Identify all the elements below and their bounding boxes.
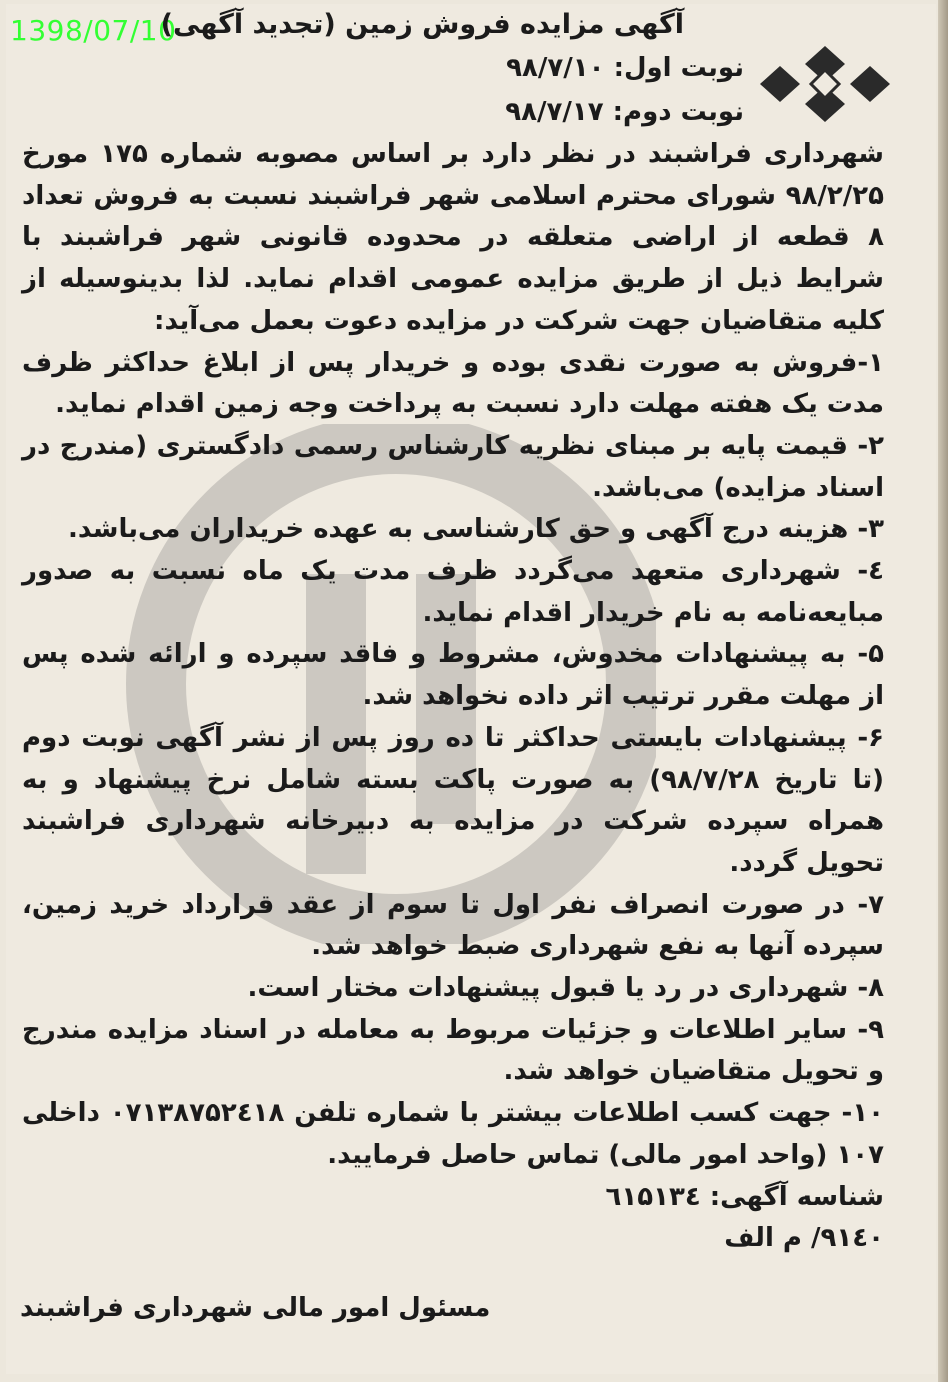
page-edge [938,0,948,1382]
ad-identifier: شناسه آگهی: ٦۱۵۱۳٤ [605,1181,884,1212]
condition-item-1: ۱-فروش به صورت نقدی بوده و خریدار پس از ابلاغ حداکثر ظرف مدت یک هفته مهلت دارد نسبت به پرداخت وجه زمین اقدام نماید. [22,347,884,420]
signature-line: مسئول امور مالی شهرداری فراشبند [20,1293,491,1323]
condition-item-5: ۵- به پیشنهادات مخدوش، مشروط و فاقد سپرده و ارائه شده پس از مهلت مقرر ترتیب اثر داده نخواهد شد. [22,639,884,712]
date-stamp: 1398/07/10 [10,14,177,47]
reference-number: ۹۱٤۰/ م الف [724,1223,884,1254]
condition-item-6: ۶- پیشنهادات بایستی حداکثر تا ده روز پس از نشر آگهی نوبت دوم (تا تاریخ ۹۸/۷/۲۸) به صورت پاکت بسته شامل نرخ پیشنهاد و به همراه سپرده شرکت در مزایده به دبیرخانه شهرداری فراشبند تحویل گردد. [22,722,884,878]
second-turn-date: نوبت دوم: ۹۸/۷/۱۷ [505,97,744,127]
intro-paragraph: شهرداری فراشبند در نظر دارد بر اساس مصوبه شماره ۱۷۵ مورخ ۹۸/۲/۲۵ شورای محترم اسلامی شهر فراشبند نسبت به فروش تعداد ۸ قطعه از اراضی متعلقه در محدوده قانونی شهر فراشبند با شرایط ذیل از طریق مزایده عمومی اقدام نماید. لذا بدینوسیله از کلیه متقاضیان جهت شرکت در مزایده دعوت بعمل می‌آید: [22,139,885,336]
condition-item-4: ٤- شهرداری متعهد می‌گردد ظرف مدت یک ماه نسبت به صدور مبایعه‌نامه به نام خریدار اقدام نماید. [22,556,884,628]
condition-item-3: ۳- هزینه درج آگهی و حق کارشناسی به عهده خریداران می‌باشد. [68,514,884,545]
first-turn-date: نوبت اول: ۹۸/۷/۱۰ [506,53,744,83]
notice-body [22,4,884,1260]
condition-item-2: ۲- قیمت پایه بر مبنای نظریه کارشناس رسمی دادگستری (مندرج در اسناد مزایده) می‌باشد. [22,430,884,503]
condition-item-10: ۱۰- جهت کسب اطلاعات بیشتر با شماره تلفن ۰۷۱۳۸۷۵۲٤۱۸ داخلی ۱۰۷ (واحد امور مالی) تماس حاصل فرمایید. [22,1098,884,1170]
condition-item-9: ۹- سایر اطلاعات و جزئیات مربوط به معامله در اسناد مزایده مندرج و تحویل متقاضیان خواهد شد. [22,1014,884,1087]
condition-item-7: ۷- در صورت انصراف نفر اول تا سوم از عقد قرارداد خرید زمین، سپرده آنها به نفع شهرداری ضبط خواهد شد. [22,889,884,962]
condition-item-8: ۸- شهرداری در رد یا قبول پیشنهادات مختار است. [247,973,884,1004]
notice-title: آگهی مزایده فروش زمین (تجدید آگهی) [160,9,684,40]
